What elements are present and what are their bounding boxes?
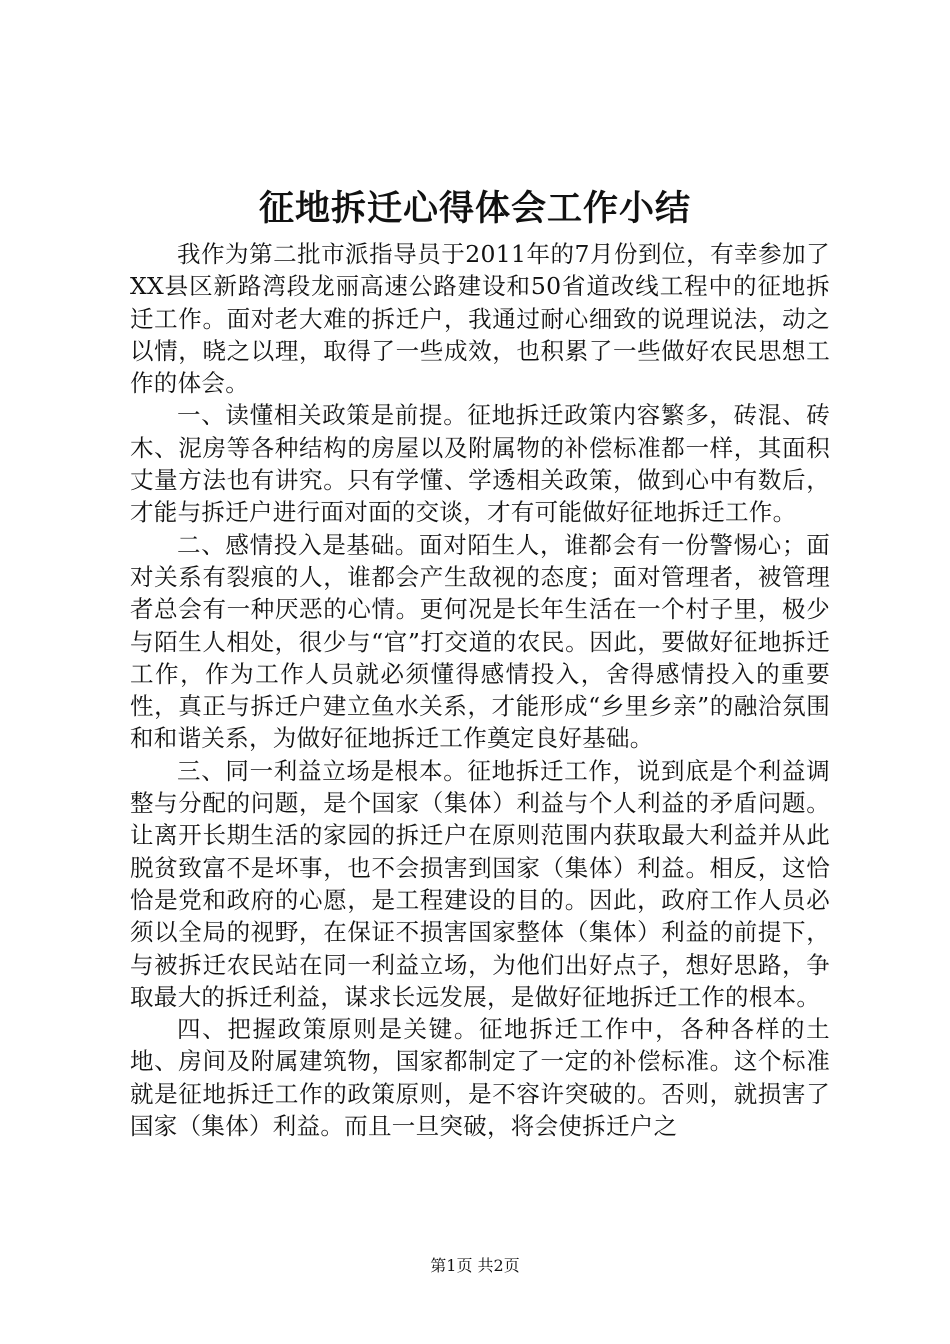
document-title: 征地拆迁心得体会工作小结 — [258, 188, 691, 229]
paragraph-section-4: 四、把握政策原则是关键。征地拆迁工作中，各种各样的土地、房间及附属建筑物，国家都制定了一定的补偿标准。这个标准就是征地拆迁工作的政策原则，是不容许突破的。否则，就损害了国家（集体）利益。而且一旦突破，将会使拆迁户之 — [130, 1015, 830, 1141]
paragraph-intro: 我作为第二批市派指导员于2011年的7月份到位，有幸参加了XX县区新路湾段龙丽高速公路建设和50省道改线工程中的征地拆迁工作。面对老大难的拆迁户，我通过耐心细致的说理说法，动之以情，晓之以理，取得了一些成效，也积累了一些做好农民思想工作的体会。 — [130, 240, 830, 398]
paragraph-section-2: 二、感情投入是基础。面对陌生人，谁都会有一份警惕心；面对关系有裂痕的人，谁都会产生敌视的态度；面对管理者，被管理者总会有一种厌恶的心情。更何况是长年生活在一个村子里，极少与陌生人相处，很少与“官”打交道的农民。因此，要做好征地拆迁工作，作为工作人员就必须懂得感情投入，舍得感情投入的重要性，真正与拆迁户建立鱼水关系，才能形成“乡里乡亲”的融洽氛围和和谐关系，为做好征地拆迁工作奠定良好基础。 — [130, 530, 830, 753]
document-body — [130, 238, 830, 1142]
page-number-footer: 第1页 共2页 — [430, 1256, 520, 1275]
paragraph-section-3: 三、同一利益立场是根本。征地拆迁工作，说到底是个利益调整与分配的问题，是个国家（集体）利益与个人利益的矛盾问题。让离开长期生活的家园的拆迁户在原则范围内获取最大利益并从此脱贫致富不是坏事，也不会损害到国家（集体）利益。相反，这恰恰是党和政府的心愿，是工程建设的目的。因此，政府工作人员必须以全局的视野，在保证不损害国家整体（集体）利益的前提下，与被拆迁农民站在同一利益立场，为他们出好点子，想好思路，争取最大的拆迁利益，谋求长远发展，是做好征地拆迁工作的根本。 — [130, 756, 830, 1011]
paragraph-section-1: 一、读懂相关政策是前提。征地拆迁政策内容繁多，砖混、砖木、泥房等各种结构的房屋以及附属物的补偿标准都一样，其面积丈量方法也有讲究。只有学懂、学透相关政策，做到心中有数后，才能与拆迁户进行面对面的交谈，才有可能做好征地拆迁工作。 — [130, 401, 830, 527]
